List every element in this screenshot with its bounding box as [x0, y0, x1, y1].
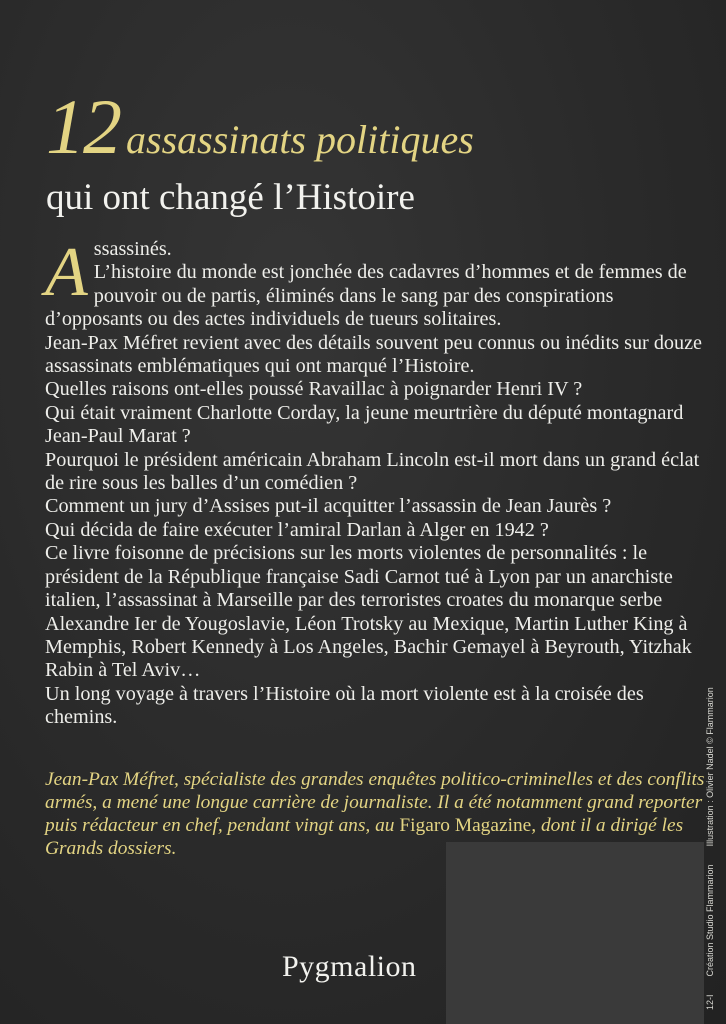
- paragraph-3: Quelles raisons ont-elles poussé Ravaillac à poignarder Henri IV ?: [45, 378, 583, 401]
- paragraph-2: Jean-Pax Méfret revient avec des détails souvent peu connus ou inédits sur douze assassinats emblématiques qui ont marqué l’Histoire.: [45, 331, 703, 378]
- credit-design: Création Studio Flammarion: [705, 864, 715, 977]
- paragraph-8: Ce livre foisonne de précisions sur les morts violentes de personnalités : le président de la République française Sadi Carnot tué à Lyon par un anarchiste italien, l’assassinat à Marseille par des terroristes croates du monarque serbe Alexandre Ier de Yougoslavie, Léon Trotsky au Mexique, Martin Luther King à Memphis, Robert Kennedy à Los Angeles, Bachir Gemayel à Beyrouth, Yitzhak Rabin à Tel Aviv…: [45, 542, 692, 682]
- paragraph-1: L’histoire du monde est jonchée des cadavres d’hommes et de femmes de pouvoir ou de partis, éliminés dans le sang par des conspirations d’opposants ou des actes individuels de tueurs solitaires.: [45, 261, 687, 331]
- paragraph-0: ssassinés.: [93, 238, 172, 260]
- title-subtitle: qui ont changé l’Histoire: [46, 177, 415, 218]
- credit-code: 12-I: [705, 994, 715, 1010]
- title-main: assassinats politiques: [126, 117, 474, 162]
- credit-illustration: Illustration : Olivier Nadel © Flammarion: [705, 687, 715, 847]
- publisher-name: Pygmalion: [282, 950, 417, 983]
- paragraph-6: Comment un jury d’Assises put-il acquitter l’assassin de Jean Jaurès ?: [45, 495, 612, 518]
- cover-credits: [705, 669, 715, 1010]
- bio-magazine-name: Figaro Magazine: [399, 815, 532, 836]
- bio-part-2: , dont il a dirigé les Grands dossiers.: [45, 815, 684, 859]
- book-title: [46, 83, 686, 170]
- paragraph-4: Qui était vraiment Charlotte Corday, la jeune meurtrière du député montagnard Jean-Paul Marat ?: [45, 401, 684, 448]
- bio-part-1: Jean-Pax Méfret, spécialiste des grandes enquêtes politico-criminelles et des conflits armés, a mené une longue carrière de journaliste. Il a été notamment grand reporter puis rédacteur en chef, pendant vingt ans, au: [45, 769, 705, 836]
- paragraph-9: Un long voyage à travers l’Histoire où la mort violente est à la croisée des chemins.: [45, 682, 644, 729]
- paragraph-7: Qui décida de faire exécuter l’amiral Darlan à Alger en 1942 ?: [45, 518, 549, 541]
- barcode-area: [446, 842, 704, 1024]
- back-cover-text: [45, 234, 705, 730]
- paragraph-5: Pourquoi le président américain Abraham Lincoln est-il mort dans un grand éclat de rire sous les balles d’un comédien ?: [45, 448, 700, 495]
- drop-cap: A: [45, 234, 88, 311]
- title-number: 12: [46, 83, 120, 170]
